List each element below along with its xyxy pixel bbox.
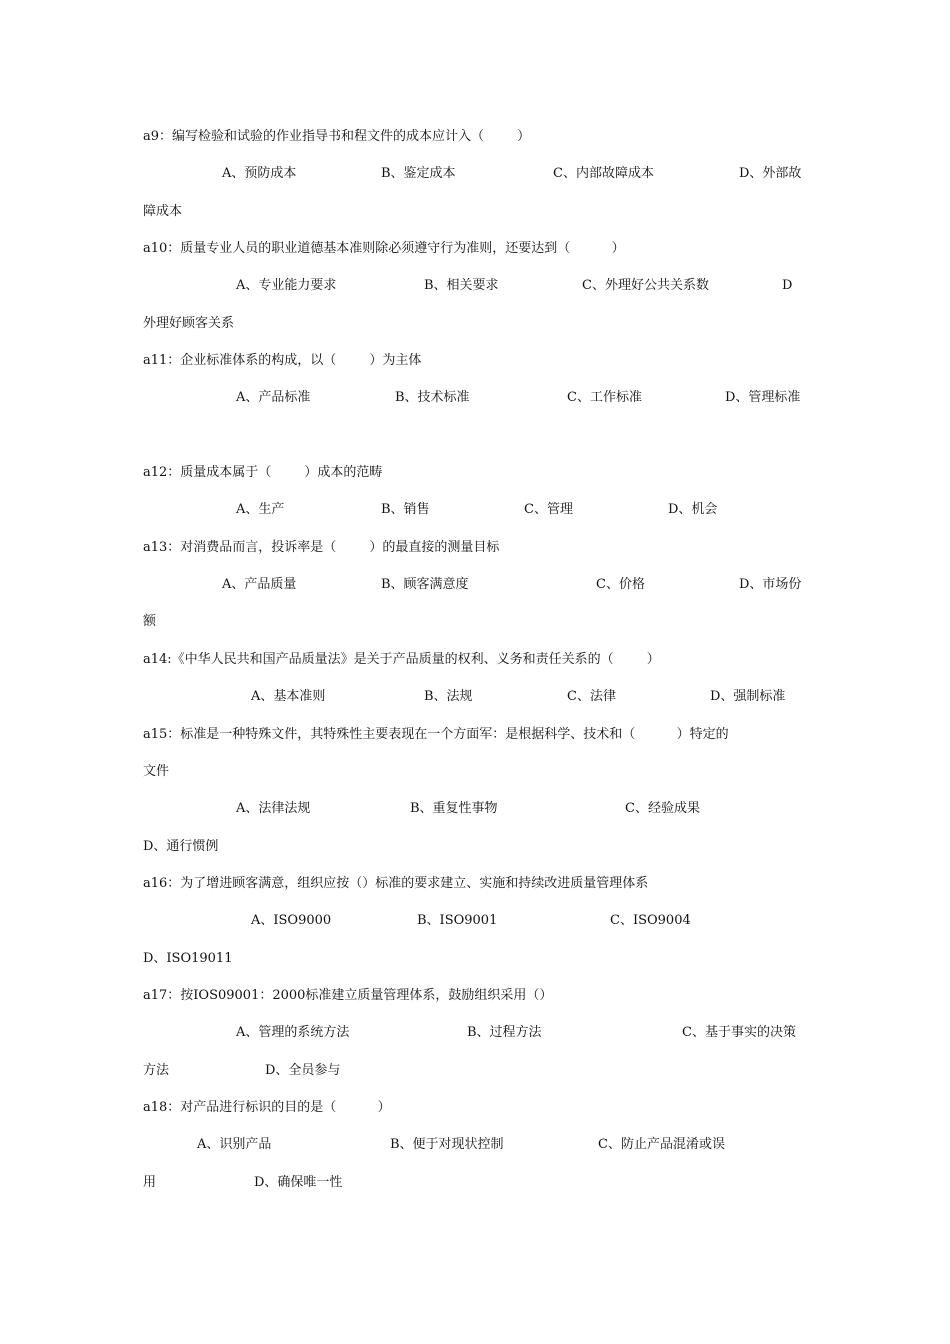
option-continuation: [0, 201, 950, 223]
option-wrap-text: 方法: [143, 1063, 170, 1078]
option-c: C、防止产品混淆或误: [598, 1137, 725, 1152]
option-continuation: [0, 611, 950, 633]
option-a: A、识别产品: [197, 1137, 272, 1152]
question-stem: a15：标准是一种特殊文件，其特殊性主要表现在一个方面军：是根据科学、技术和（ ）特定的: [143, 727, 729, 742]
option-b: B、相关要求: [424, 278, 499, 293]
option-wrap-text: 障成本: [143, 204, 183, 219]
question-stem-continuation: [0, 761, 950, 783]
question-stem: a18：对产品进行标识的目的是（ ）: [143, 1100, 391, 1115]
option-c: C、法律: [567, 689, 616, 704]
option-b: B、ISO9001: [417, 913, 498, 928]
option-wrap-text: 额: [143, 614, 157, 629]
question-a10: [0, 238, 950, 260]
option-a: A、生产: [236, 502, 285, 517]
option-b: B、技术标准: [395, 390, 470, 405]
option-c: C、ISO9004: [610, 913, 691, 928]
option-b: B、销售: [381, 502, 430, 517]
option-c: C、基于事实的决策: [682, 1025, 796, 1040]
question-stem: a10：质量专业人员的职业道德基本准则除必须遵守行为准则，还要达到（ ）: [143, 241, 625, 256]
option-d: D、通行惯例: [143, 839, 219, 854]
option-c: C、外理好公共关系数: [582, 278, 709, 293]
options-a16: [0, 910, 950, 932]
question-a12: [0, 462, 950, 484]
option-continuation: [0, 313, 950, 335]
options-a10: [0, 275, 950, 297]
options-a13: [0, 574, 950, 596]
option-b: B、便于对现状控制: [390, 1137, 504, 1152]
option-b: B、法规: [424, 689, 473, 704]
question-a9: [0, 126, 950, 148]
option-d: D、机会: [668, 502, 718, 517]
options-a11: [0, 387, 950, 409]
option-b: B、重复性事物: [410, 801, 498, 816]
option-wrap-text: 用: [143, 1175, 157, 1190]
option-continuation: [0, 948, 950, 970]
options-a17: [0, 1022, 950, 1044]
option-d: D: [782, 278, 793, 293]
option-a: A、预防成本: [222, 166, 297, 181]
option-a: A、ISO9000: [251, 913, 332, 928]
option-d: D、管理标准: [725, 390, 801, 405]
question-stem: a13：对消费品而言，投诉率是（ ）的最直接的测量目标: [143, 540, 500, 555]
option-c: C、工作标准: [567, 390, 642, 405]
option-wrap-text: 外理好顾客关系: [143, 316, 235, 331]
option-d: D、确保唯一性: [254, 1175, 343, 1190]
question-stem: a9：编写检验和试验的作业指导书和程文件的成本应计入（ ）: [143, 129, 531, 144]
option-b: B、顾客满意度: [381, 577, 469, 592]
question-a17: [0, 985, 950, 1007]
option-a: A、专业能力要求: [236, 278, 337, 293]
question-a18: [0, 1097, 950, 1119]
option-d: D、ISO19011: [143, 951, 233, 966]
question-a14: [0, 649, 950, 671]
option-c: C、经验成果: [625, 801, 700, 816]
question-stem: a11：企业标准体系的构成，以（ ）为主体: [143, 353, 422, 368]
options-a9: [0, 163, 950, 185]
option-c: C、内部故障成本: [553, 166, 654, 181]
option-c: C、管理: [524, 502, 573, 517]
options-a18: [0, 1134, 950, 1156]
option-b: B、鉴定成本: [381, 166, 456, 181]
option-d: D、市场份: [739, 577, 802, 592]
options-a14: [0, 686, 950, 708]
question-stem-wrap: 文件: [143, 764, 170, 779]
option-d: D、强制标准: [710, 689, 786, 704]
options-a12: [0, 499, 950, 521]
option-d: D、全员参与: [265, 1063, 341, 1078]
options-a15: [0, 798, 950, 820]
option-a: A、管理的系统方法: [236, 1025, 350, 1040]
option-continuation: [0, 1172, 950, 1194]
question-a11: [0, 350, 950, 372]
option-d: D、外部故: [739, 166, 802, 181]
option-a: A、法律法规: [236, 801, 311, 816]
option-b: B、过程方法: [467, 1025, 542, 1040]
option-continuation: [0, 836, 950, 858]
option-continuation: [0, 1060, 950, 1082]
option-c: C、价格: [596, 577, 645, 592]
option-a: A、产品质量: [222, 577, 297, 592]
question-stem: a12：质量成本属于（ ）成本的范畴: [143, 465, 383, 480]
question-a16: [0, 873, 950, 895]
option-a: A、产品标准: [236, 390, 311, 405]
option-a: A、基本准则: [251, 689, 326, 704]
question-stem: a17：按IOS09001：2000标准建立质量管理体系，鼓励组织采用（）: [143, 988, 553, 1003]
question-stem: a14:《中华人民共和国产品质量法》是关于产品质量的权利、义务和责任关系的（ ）: [143, 652, 660, 667]
question-a15: [0, 724, 950, 746]
question-stem: a16：为了增进顾客满意，组织应按（）标准的要求建立、实施和持续改进质量管理体系: [143, 876, 649, 891]
question-a13: [0, 537, 950, 559]
